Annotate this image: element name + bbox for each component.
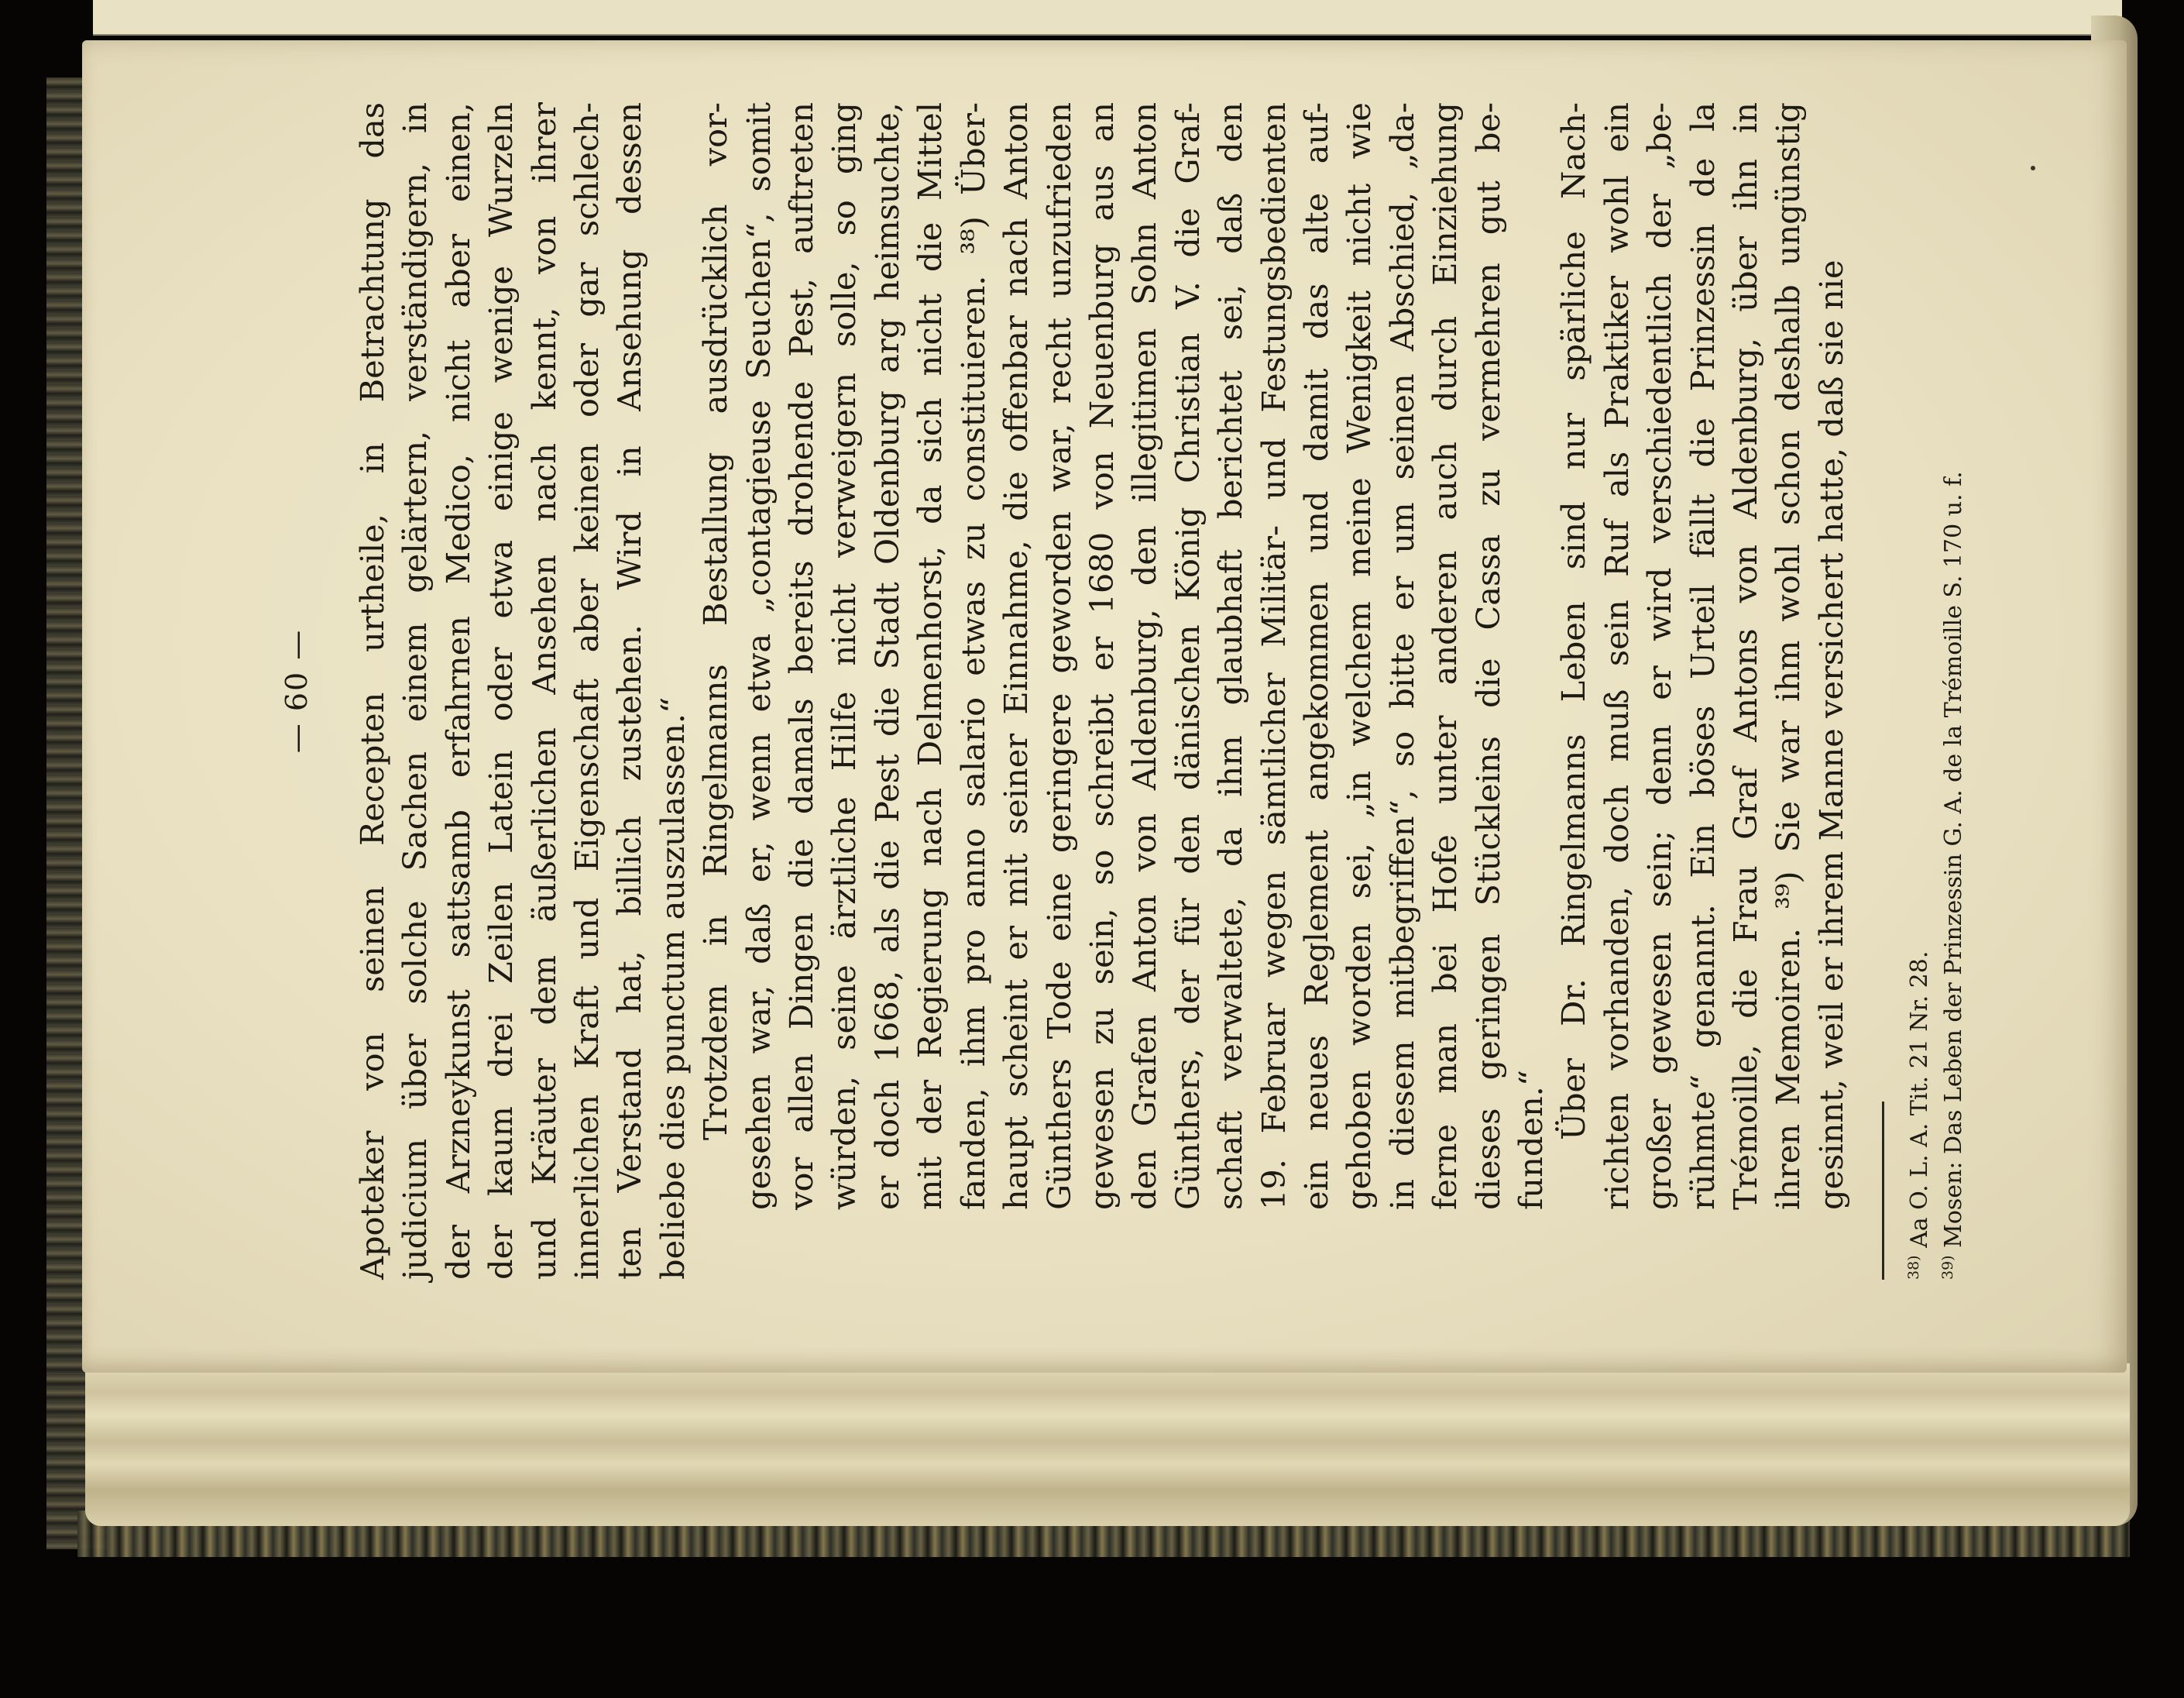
footnote-rule <box>1882 1102 1884 1280</box>
text-line: innerlichen Kraft und Eigenschaft aber keinen oder gar schlech- <box>568 102 606 1280</box>
footnotes <box>1903 102 1971 1280</box>
footnote-mark: 38) <box>1905 1255 1923 1280</box>
text-line: 19. Februar wegen sämtlicher Militär- und Festungsbedienten <box>1254 102 1293 1210</box>
text-line: gesinnt, weil er ihrem Manne versichert hatte, daß sie nie <box>1811 260 1850 1210</box>
text-line: der Arzneykunst sattsamb erfahrnen Medico, nicht aber einen, <box>438 102 477 1280</box>
text-line: ten Verstand hat, billich zustehen. Wird in Ansehung dessen <box>610 102 649 1280</box>
ink-speck <box>2031 166 2035 170</box>
text-line: ein neues Reglement angekommen und damit das alte auf- <box>1296 102 1335 1210</box>
text-line: mit der Regierung nach Delmenhorst, da sich nicht die Mittel <box>911 102 949 1210</box>
text-line: Apoteker von seinen Recepten urtheile, in Betrachtung das <box>353 102 391 1280</box>
paragraph <box>351 102 694 1280</box>
text-line: in diesem mitbegriffen“, so bitte er um seinen Abschied, „da- <box>1382 102 1421 1210</box>
footnote-39 <box>1937 102 1971 1280</box>
text-line: ihren Memoiren. ³⁹) Sie war ihm wohl schon deshalb ungünstig <box>1769 102 1808 1210</box>
text-line: funden.“ <box>1511 1069 1550 1210</box>
text-line: Trotzdem in Ringelmanns Bestallung ausdrücklich vor- <box>696 102 735 1140</box>
facing-page-edge <box>93 0 2122 36</box>
text-line: Günthers Tode eine geringere geworden war, recht unzufrieden <box>1039 102 1078 1210</box>
body-text <box>351 102 1853 1280</box>
text-line: gehoben worden sei, „in welchem meine Wenigkeit nicht wie <box>1340 102 1379 1210</box>
footnote-38 <box>1903 102 1937 1280</box>
text-line: rühmte“ genannt. Ein böses Urteil fällt die Prinzessin de la <box>1683 102 1722 1210</box>
text-line: fanden, ihm pro anno salario etwas zu constituieren. ³⁸) Über- <box>953 102 992 1210</box>
footnote-text: Aa O. L. A. Tit. 21 Nr. 28. <box>1906 950 1934 1248</box>
footnote-mark: 39) <box>1939 1255 1957 1280</box>
text-line: beliebe dies punctum auszulassen.“ <box>653 696 692 1280</box>
text-line: der kaum drei Zeilen Latein oder etwa einige wenige Wurzeln <box>482 102 520 1280</box>
text-line: und Kräuter dem äußerlichen Ansehen nach kennt, von ihrer <box>524 102 563 1280</box>
paragraph <box>694 102 1552 1280</box>
text-line: dieses geringen Stückleins die Cassa zu vermehren gut be- <box>1468 102 1507 1210</box>
text-line: richten vorhanden, doch muß sein Ruf als Praktiker wohl ein <box>1597 102 1636 1210</box>
page-number: — 60 — <box>280 628 314 754</box>
rotated-text-block <box>276 102 1968 1280</box>
text-line: ferne man bei Hofe unter anderen auch durch Einziehung <box>1426 102 1465 1210</box>
text-line: vor allen Dingen die damals bereits drohende Pest, auftreten <box>782 102 821 1210</box>
text-line: Trémoille, die Frau Graf Antons von Aldenburg, über ihn in <box>1726 102 1764 1210</box>
paragraph <box>1552 102 1853 1280</box>
text-line: großer gewesen sein; denn er wird verschiedentlich der „be- <box>1640 102 1679 1210</box>
text-line: Günthers, der für den dänischen König Christian V. die Graf- <box>1168 102 1207 1210</box>
page-stack-bottom <box>85 1363 2130 1526</box>
text-line: er doch 1668, als die Pest die Stadt Oldenburg arg heimsuchte, <box>867 102 906 1210</box>
text-line: würden, seine ärztliche Hilfe nicht verweigern solle, so ging <box>825 102 864 1210</box>
text-line: gesehen war, daß er, wenn etwa „contagieuse Seuchen“, somit <box>739 102 778 1210</box>
text-line: judicium über solche Sachen einem gelärtern, verständigern, in <box>396 102 434 1280</box>
text-line: gewesen zu sein, so schreibt er 1680 von Neuenburg aus an <box>1082 102 1121 1210</box>
footnote-text: Mosen: Das Leben der Prinzessin G. A. de la Trémoille S. 170 u. f. <box>1940 471 1968 1248</box>
text-line: Über Dr. Ringelmanns Leben sind nur spärliche Nach- <box>1554 102 1593 1140</box>
text-line: schaft verwaltete, da ihm glaubhaft berichtet sei, daß den <box>1211 102 1250 1210</box>
text-line: den Grafen Anton von Aldenburg, den illegitimen Sohn Anton <box>1125 102 1164 1210</box>
text-line: haupt scheint er mit seiner Einnahme, die offenbar nach Anton <box>997 102 1035 1210</box>
